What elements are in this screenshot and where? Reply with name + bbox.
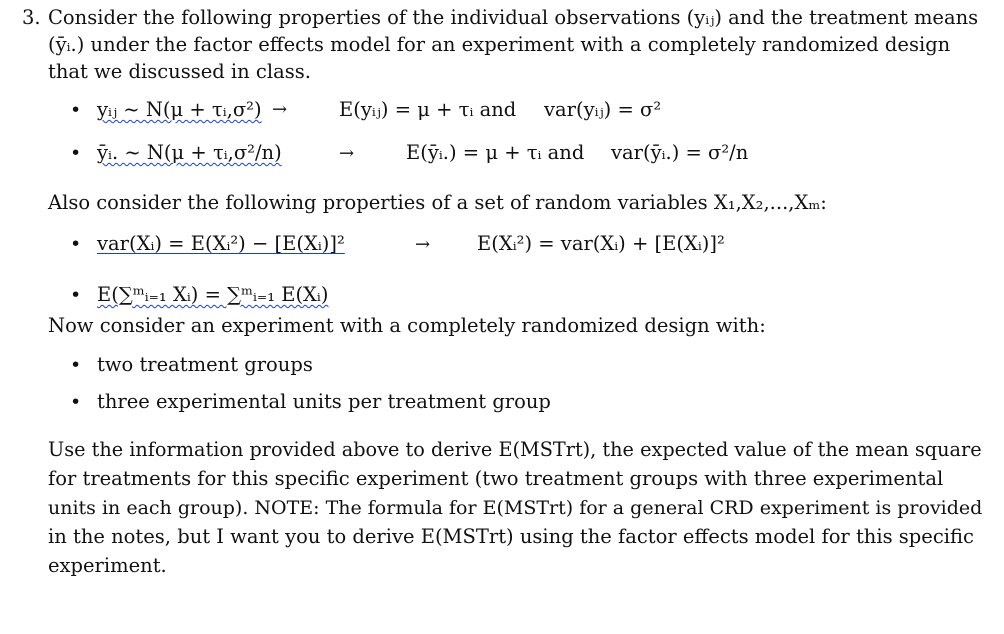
bullet: •	[70, 233, 82, 255]
final-line-3: units in each group). NOTE: The formula for E(MSTrt) for a general CRD experiment is provided	[48, 497, 983, 519]
right-arrow-icon: →	[339, 143, 355, 164]
property-2-variance: var(ȳᵢ.) = σ²/n	[611, 141, 749, 164]
question-number: 3.	[22, 6, 41, 29]
rv-property-2-linearity: E(∑ᵐᵢ₌₁ Xᵢ) = ∑ᵐᵢ₌₁ E(Xᵢ)	[97, 283, 329, 306]
property-2-expectation: E(ȳᵢ.) = μ + τᵢ and	[406, 141, 585, 164]
intro-line-2: (ȳᵢ.) under the factor effects model for an experiment with a completely randomized design	[48, 33, 951, 56]
bullet: •	[70, 391, 82, 413]
final-line-1: Use the information provided above to derive E(MSTrt), the expected value of the mean square	[48, 438, 982, 461]
bullet: •	[70, 354, 82, 376]
bullet: •	[70, 99, 82, 121]
intro-line-1: Consider the following properties of the individual observations (yᵢⱼ) and the treatment means	[48, 6, 979, 29]
rv-property-1-second-moment: E(Xᵢ²) = var(Xᵢ) + [E(Xᵢ)]²	[477, 232, 725, 255]
right-arrow-icon: →	[415, 234, 431, 255]
final-line-2: for treatments for this specific experiment (two treatment groups with three experimental	[48, 467, 944, 490]
rv-intro-line: Also consider the following properties of a set of random variables X₁,X₂,...,Xₘ:	[48, 191, 827, 214]
right-arrow-icon: →	[272, 99, 288, 120]
bullet: •	[70, 284, 82, 306]
final-line-5: experiment.	[48, 554, 167, 577]
intro-line-3: that we discussed in class.	[48, 60, 311, 83]
property-1-expectation: E(yᵢⱼ) = μ + τᵢ and	[339, 98, 517, 121]
design-item-1: two treatment groups	[97, 353, 313, 376]
design-intro-line: Now consider an experiment with a completely randomized design with:	[48, 314, 766, 337]
design-item-2: three experimental units per treatment group	[97, 390, 551, 413]
property-1-distribution: yᵢⱼ ~ N(μ + τᵢ,σ²)	[97, 98, 262, 121]
property-2-distribution: ȳᵢ. ~ N(μ + τᵢ,σ²/n)	[97, 141, 282, 164]
property-1-variance: var(yᵢⱼ) = σ²	[544, 98, 662, 121]
bullet: •	[70, 142, 82, 164]
final-line-4: in the notes, but I want you to derive E(MSTrt) using the factor effects model for this specific	[48, 525, 974, 548]
rv-property-1-variance: var(Xᵢ) = E(Xᵢ²) − [E(Xᵢ)]²	[97, 232, 345, 255]
